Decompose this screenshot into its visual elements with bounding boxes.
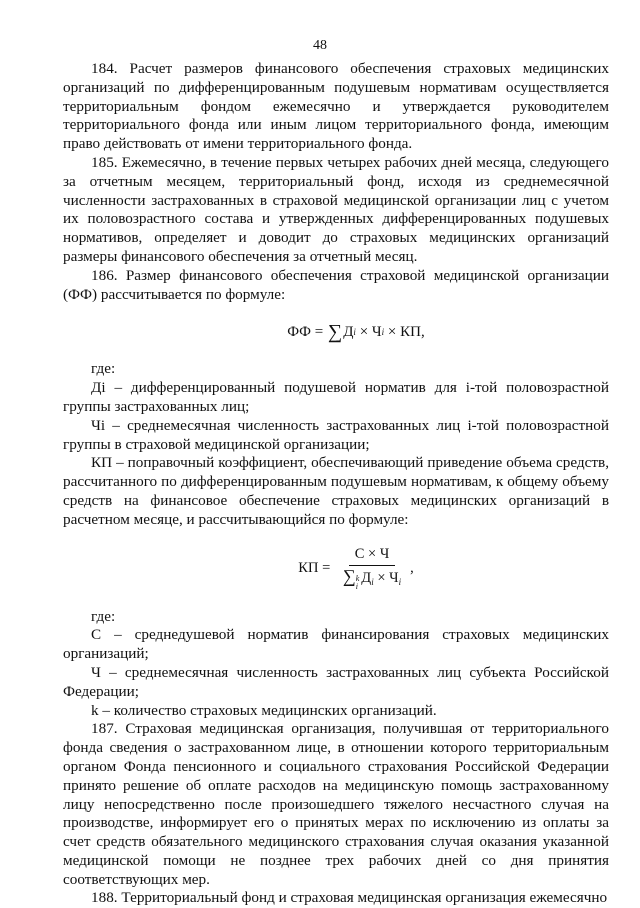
where-label-1: где:: [91, 360, 116, 378]
formula-ff-eq: =: [310, 323, 327, 340]
formula-ff: [63, 304, 609, 360]
definition-d: Дi – дифференцированный подушевой норматив для i-той половозрастной группы застрахованных лиц;: [63, 379, 609, 415]
where-label-2: где:: [91, 607, 116, 625]
formula-kp-sigma: ∑: [342, 566, 356, 587]
formula-kp-lower-limit: i: [355, 582, 358, 592]
formula-ff-sigma: ∑: [327, 320, 343, 343]
paragraph-188: 188. Территориальный фонд и страховая медицинская организация ежемесячно: [91, 889, 608, 907]
paragraph-186: 186. Размер финансового обеспечения страховой медицинской организации (ФФ) рассчитывается по формуле:: [63, 266, 609, 303]
formula-ff-d-index: i: [353, 326, 356, 337]
definition-ch: Чi – среднемесячная численность застрахованных лиц i-той половозрастной группы в страховой медицинской организации;: [63, 416, 609, 453]
formula-kp-denominator: [337, 566, 407, 592]
definition-k: k – количество страховых медицинских организаций.: [91, 701, 437, 719]
definition-ch-region: Ч – среднемесячная численность застрахованных лиц субъекта Российской Федерации;: [63, 663, 609, 700]
paragraph-187: 187. Страховая медицинская организация, получившая от территориального фонда сведения о застрахованном лице, в отношении которого территориальным органом Фонда пенсионного и социального страхования Российской Федерации принято решение об оплате расходов на медицинскую помощь застрахованному лицу непосредственно после произошедшего тяжелого несчастного случая на производстве, информирует его о принятых мерах по исключению из оплаты за счет средств обязательного медицинского страхования случая оказания указанной медицинской помощи не позднее трех рабочих дней со дня принятия соответствующих мер.: [63, 720, 609, 888]
paragraph-184: 184. Расчет размеров финансового обеспечения страховых медицинских организаций по дифференцированным подушевым нормативам осуществляется территориальным фондом ежемесячно и утверждается руководителем территориального фонда или иным лицом территориального фонда, имеющим право действовать от имени территориального фонда.: [63, 60, 609, 153]
formula-kp-upper-limit: k: [355, 574, 360, 584]
definition-kp: КП – поправочный коэффициент, обеспечивающий приведение объема средств, рассчитанного по дифференцированным подушевым нормативам, к общему объему средств на финансовое обеспечение страховых медицинских организаций в расчетном месяце, и рассчитывающийся по формуле:: [63, 454, 609, 528]
formula-kp-ch-index: i: [398, 577, 402, 588]
formula-kp-lhs: КП: [298, 560, 319, 577]
formula-ff-ch: Ч: [371, 323, 382, 340]
definition-c: С – среднедушевой норматив финансирования страховых медицинских организаций;: [63, 626, 609, 663]
formula-ff-d: Д: [343, 323, 354, 340]
formula-kp-times: ×: [373, 570, 390, 587]
formula-kp-limits: [356, 575, 360, 591]
formula-kp: [63, 530, 609, 608]
formula-kp-eq: =: [318, 560, 334, 577]
formula-ff-times1: ×: [355, 323, 372, 340]
formula-ff-kp: КП,: [400, 323, 425, 340]
formula-ff-lhs: ФФ: [287, 323, 311, 340]
formula-ff-ch-index: i: [381, 326, 385, 337]
formula-kp-fraction: [337, 545, 407, 592]
formula-kp-d: Д: [361, 570, 372, 587]
formula-kp-ch: Ч: [389, 570, 399, 587]
paragraph-185: 185. Ежемесячно, в течение первых четырех рабочих дней месяца, следующего за отчетным месяцем, территориальный фонд, исходя из среднемесячной численности застрахованных в страховой медицинской организации лиц с учетом их половозрастного состава и утвержденных дифференцированных подушевых нормативов, определяет и доводит до страховых медицинских организаций размеры финансового обеспечения за отчетный месяц.: [63, 153, 609, 265]
document-body: [63, 60, 609, 908]
formula-ff-times2: ×: [384, 323, 401, 340]
formula-kp-comma: ,: [410, 560, 414, 577]
page-number: 48: [313, 38, 327, 53]
formula-kp-d-index: i: [371, 577, 374, 588]
formula-kp-numerator: С × Ч: [349, 545, 396, 566]
